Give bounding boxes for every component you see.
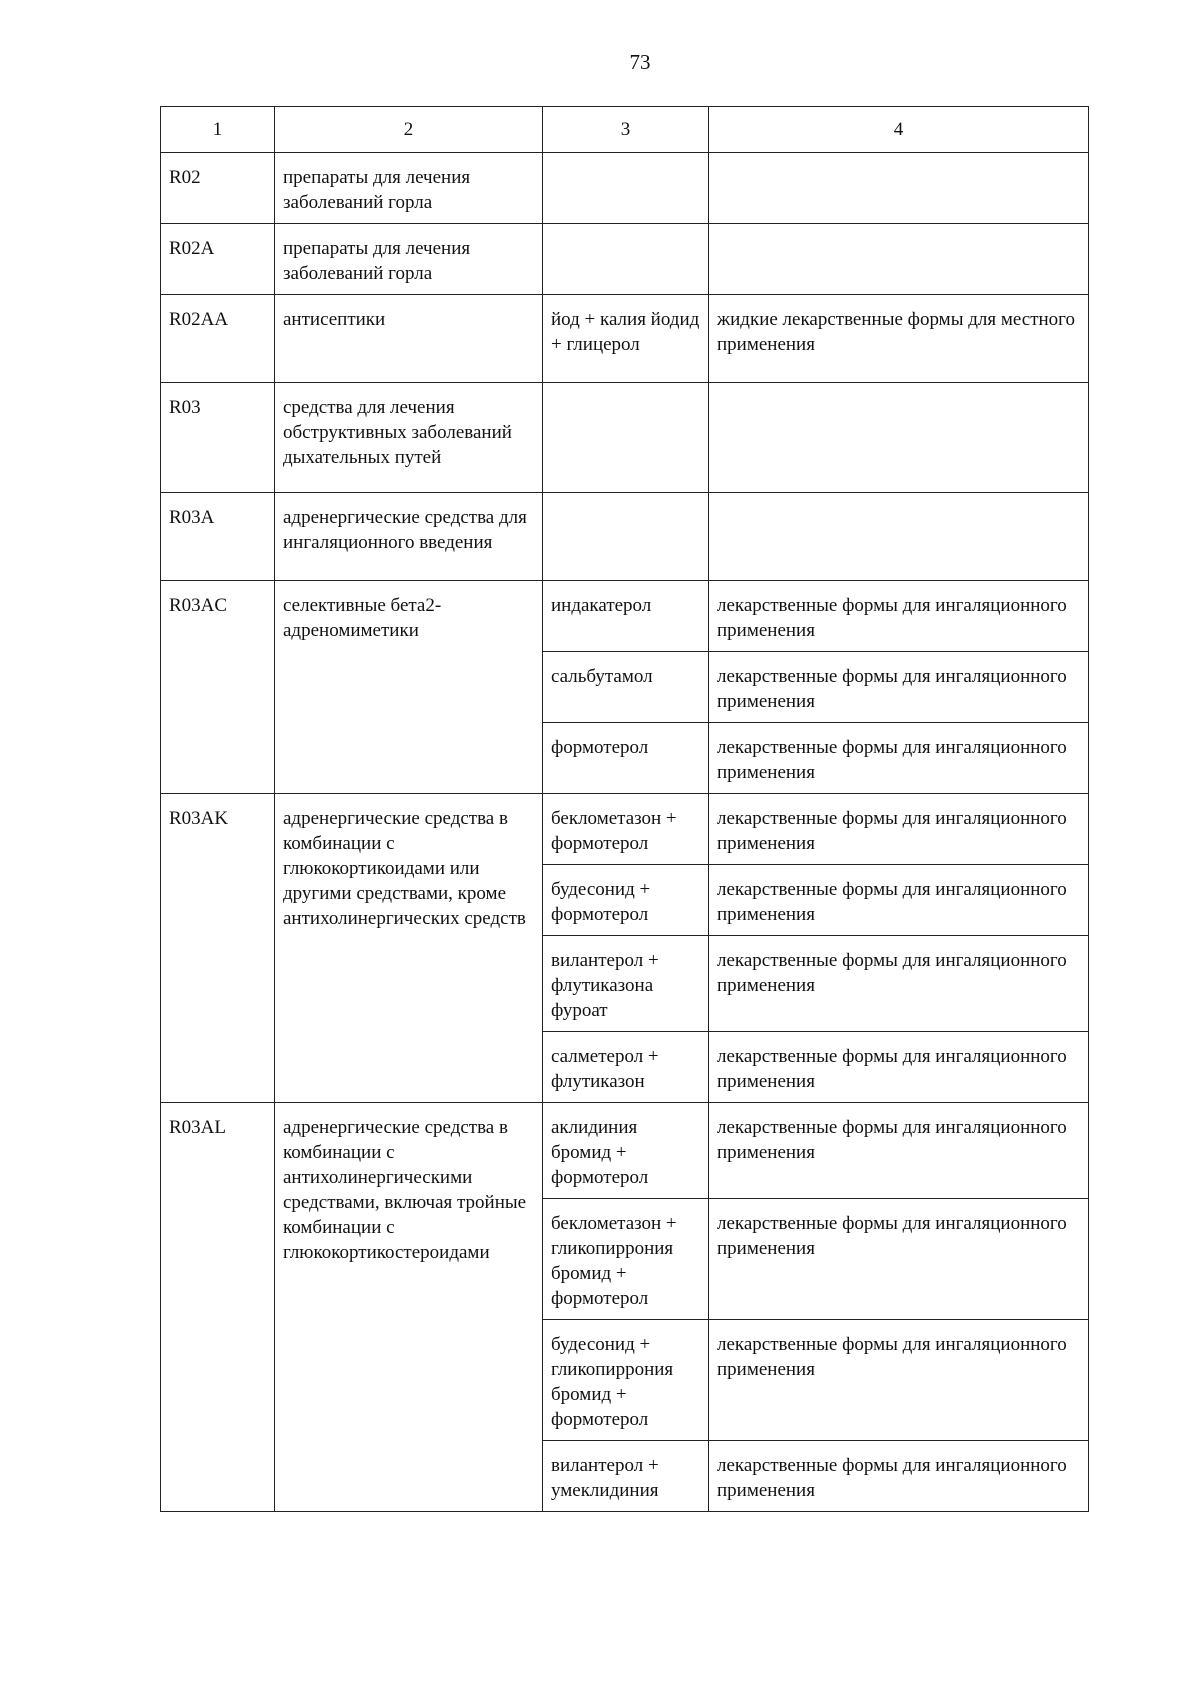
- group-name-cell: адренергические средства в комбинации с глюкокортикоидами или другими средствами, кроме антихолинергических средств: [275, 794, 543, 1103]
- table-row: [161, 581, 1089, 652]
- drug-name-cell: [543, 224, 709, 295]
- drug-name-cell: формотерол: [543, 723, 709, 794]
- dosage-form-cell: [709, 153, 1089, 224]
- dosage-form-cell: лекарственные формы для ингаляционного применения: [709, 1320, 1089, 1441]
- atc-code-cell: R03AL: [161, 1103, 275, 1512]
- dosage-form-cell: лекарственные формы для ингаляционного применения: [709, 581, 1089, 652]
- dosage-form-cell: лекарственные формы для ингаляционного применения: [709, 1032, 1089, 1103]
- table-body: [161, 153, 1089, 1512]
- drug-name-cell: беклометазон + гликопиррония бромид + формотерол: [543, 1199, 709, 1320]
- table-row: [161, 153, 1089, 224]
- header-col-3: 3: [543, 107, 709, 153]
- dosage-form-cell: лекарственные формы для ингаляционного применения: [709, 1103, 1089, 1199]
- dosage-form-cell: жидкие лекарственные формы для местного применения: [709, 295, 1089, 383]
- dosage-form-cell: лекарственные формы для ингаляционного применения: [709, 936, 1089, 1032]
- drug-name-cell: [543, 383, 709, 493]
- dosage-form-cell: лекарственные формы для ингаляционного применения: [709, 1441, 1089, 1512]
- drug-name-cell: вилантерол + умеклидиния: [543, 1441, 709, 1512]
- atc-code-cell: R03: [161, 383, 275, 493]
- drug-name-cell: [543, 493, 709, 581]
- atc-code-cell: R03AK: [161, 794, 275, 1103]
- table-row: [161, 493, 1089, 581]
- group-name-cell: селективные бета2-адреномиметики: [275, 581, 543, 794]
- dosage-form-cell: [709, 383, 1089, 493]
- header-row: [161, 107, 1089, 153]
- group-name-cell: адренергические средства для ингаляционного введения: [275, 493, 543, 581]
- drug-name-cell: беклометазон + формотерол: [543, 794, 709, 865]
- drug-name-cell: будесонид + формотерол: [543, 865, 709, 936]
- table-row: [161, 383, 1089, 493]
- drug-name-cell: йод + калия йодид + глицерол: [543, 295, 709, 383]
- drug-classification-table: [160, 106, 1089, 1512]
- dosage-form-cell: [709, 493, 1089, 581]
- drug-name-cell: салметерол + флутиказон: [543, 1032, 709, 1103]
- group-name-cell: адренергические средства в комбинации с антихолинергическими средствами, включая тройные комбинации с глюкокортикостероидами: [275, 1103, 543, 1512]
- drug-name-cell: индакатерол: [543, 581, 709, 652]
- header-col-4: 4: [709, 107, 1089, 153]
- group-name-cell: препараты для лечения заболеваний горла: [275, 153, 543, 224]
- dosage-form-cell: [709, 224, 1089, 295]
- group-name-cell: средства для лечения обструктивных заболеваний дыхательных путей: [275, 383, 543, 493]
- table-row: [161, 1103, 1089, 1199]
- drug-name-cell: сальбутамол: [543, 652, 709, 723]
- table-row: [161, 794, 1089, 865]
- group-name-cell: антисептики: [275, 295, 543, 383]
- atc-code-cell: R02: [161, 153, 275, 224]
- atc-code-cell: R03A: [161, 493, 275, 581]
- dosage-form-cell: лекарственные формы для ингаляционного применения: [709, 723, 1089, 794]
- dosage-form-cell: лекарственные формы для ингаляционного применения: [709, 865, 1089, 936]
- drug-name-cell: будесонид + гликопиррония бромид + формотерол: [543, 1320, 709, 1441]
- table-row: [161, 224, 1089, 295]
- header-col-2: 2: [275, 107, 543, 153]
- dosage-form-cell: лекарственные формы для ингаляционного применения: [709, 794, 1089, 865]
- atc-code-cell: R02AA: [161, 295, 275, 383]
- header-col-1: 1: [161, 107, 275, 153]
- group-name-cell: препараты для лечения заболеваний горла: [275, 224, 543, 295]
- dosage-form-cell: лекарственные формы для ингаляционного применения: [709, 1199, 1089, 1320]
- atc-code-cell: R02A: [161, 224, 275, 295]
- atc-code-cell: R03AC: [161, 581, 275, 794]
- drug-name-cell: вилантерол + флутиказона фуроат: [543, 936, 709, 1032]
- table-row: [161, 295, 1089, 383]
- dosage-form-cell: лекарственные формы для ингаляционного применения: [709, 652, 1089, 723]
- drug-name-cell: [543, 153, 709, 224]
- drug-name-cell: аклидиния бромид + формотерол: [543, 1103, 709, 1199]
- page-number: 73: [629, 50, 651, 74]
